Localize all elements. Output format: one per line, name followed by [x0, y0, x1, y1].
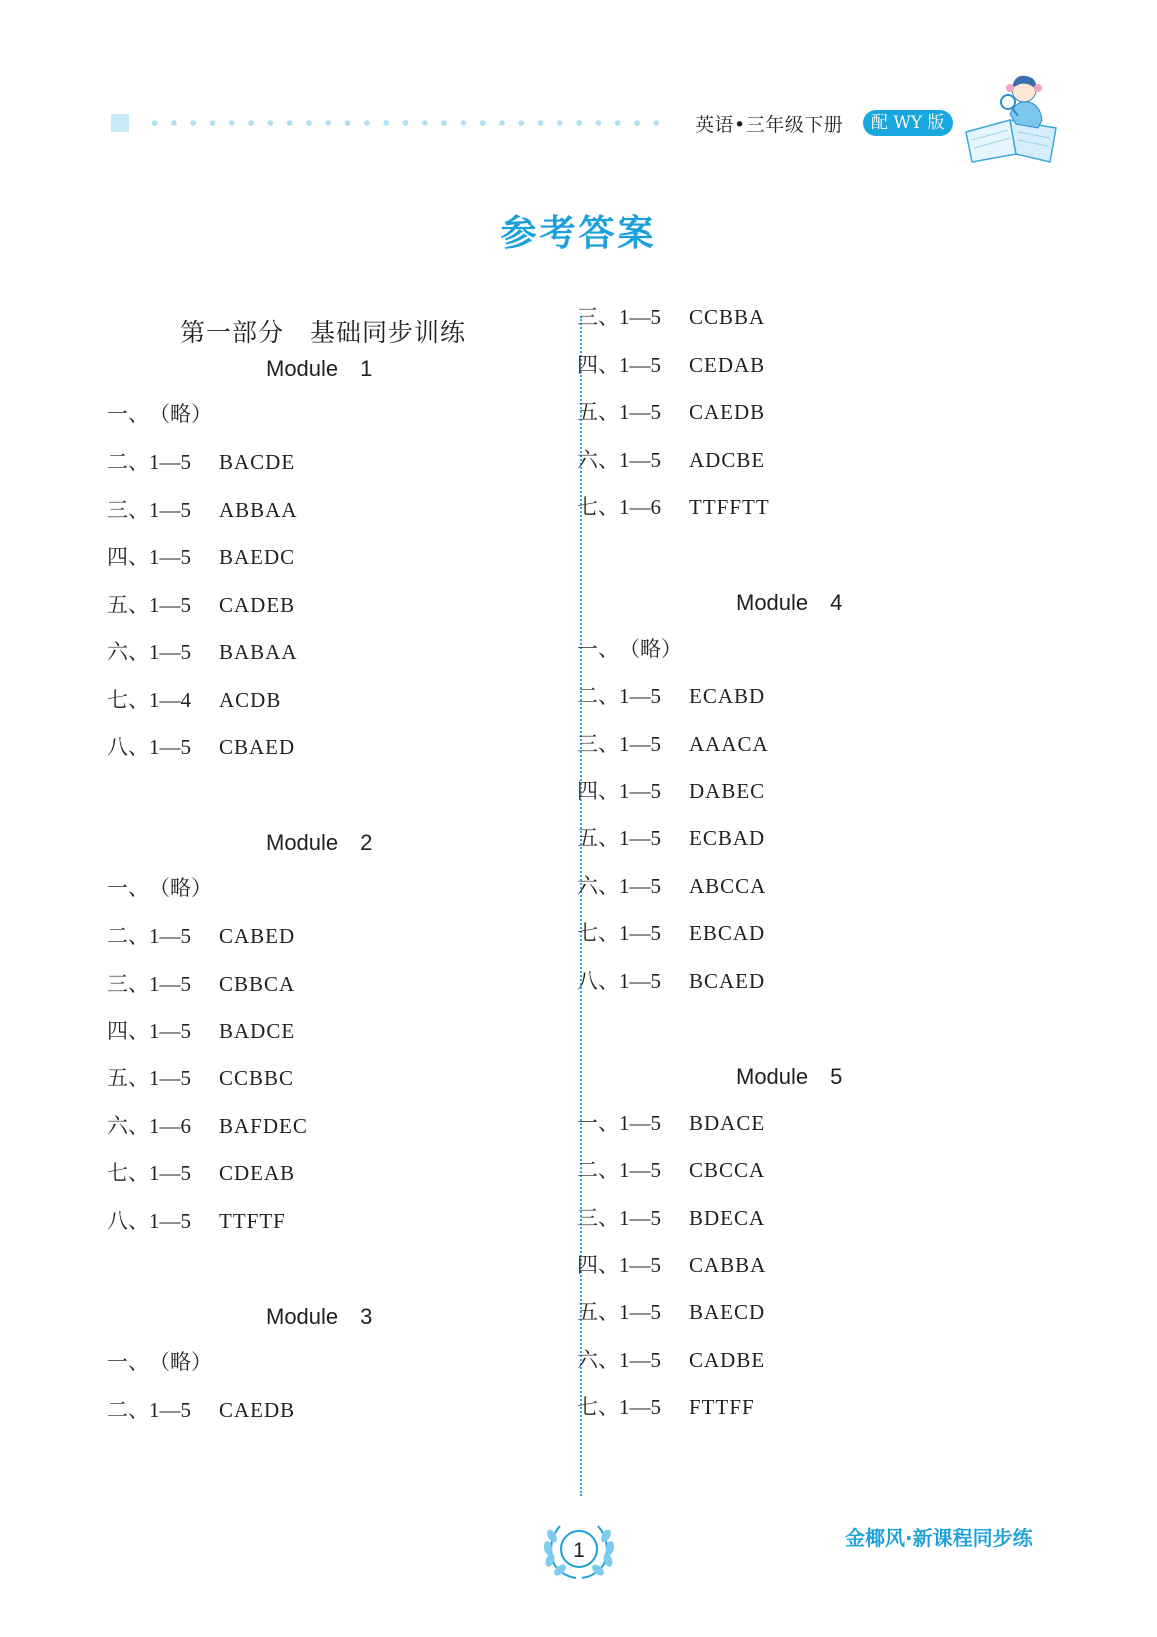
answer-key: TTFTF [219, 1209, 286, 1233]
answer-key: CADEB [219, 593, 296, 617]
question-number: 三、 [577, 305, 619, 329]
answer-key: ABBAA [219, 498, 298, 522]
question-number: 八、 [107, 735, 149, 759]
answer-row [577, 396, 765, 426]
question-number: 五、 [107, 1066, 149, 1090]
question-number: 五、 [577, 1300, 619, 1324]
question-range: 1—5 [619, 826, 661, 850]
question-number: 五、 [577, 826, 619, 850]
question-range: 1—5 [619, 1206, 661, 1230]
answer-row [107, 684, 281, 714]
answer-key: AAACA [689, 732, 769, 756]
module-heading: Module 4 [736, 590, 843, 615]
answer-key: ABCCA [689, 874, 767, 898]
answer-key: CABBA [689, 1253, 767, 1277]
answer-key: CBAED [219, 735, 296, 759]
question-range: 1—5 [149, 1019, 191, 1043]
question-number: 八、 [577, 969, 619, 993]
answer-row [577, 870, 766, 900]
question-number: 四、 [107, 545, 149, 569]
question-number: 七、 [577, 495, 619, 519]
question-number: 七、 [577, 921, 619, 945]
answer-key: ADCBE [689, 448, 766, 472]
answer-row [107, 1110, 308, 1140]
answer-row [107, 968, 295, 998]
answer-row [107, 1394, 295, 1424]
question-range: 1—5 [619, 921, 661, 945]
answer-row [577, 491, 770, 521]
module-heading: Module 1 [266, 356, 373, 381]
question-number: 四、 [577, 779, 619, 803]
question-range: 1—5 [619, 1111, 661, 1135]
question-number: 一、 [577, 637, 619, 661]
answer-key: EBCAD [689, 921, 766, 945]
question-number: 一、 [107, 1350, 149, 1374]
question-number: 五、 [577, 400, 619, 424]
answer-row [577, 822, 765, 852]
question-number: 七、 [107, 1161, 149, 1185]
answer-key: BDACE [689, 1111, 766, 1135]
question-number: 三、 [577, 732, 619, 756]
answer-row [577, 1344, 765, 1374]
question-range: 1—6 [619, 495, 661, 519]
question-range: 1—5 [149, 924, 191, 948]
question-range: （略） [149, 1350, 212, 1374]
question-range: 1—5 [149, 593, 191, 617]
part-title: 第一部分 基础同步训练 [180, 318, 467, 347]
question-range: 1—5 [619, 969, 661, 993]
answer-key: CADBE [689, 1348, 766, 1372]
question-number: 六、 [577, 448, 619, 472]
answer-row [577, 349, 765, 379]
question-number: 三、 [577, 1206, 619, 1230]
question-range: 1—5 [619, 874, 661, 898]
header-subject: 英语•三年级下册 [695, 114, 844, 136]
answer-row [577, 1391, 755, 1421]
answer-key: ECBAD [689, 826, 766, 850]
page-number: 1 [560, 1530, 598, 1568]
question-number: 二、 [107, 1398, 149, 1422]
answer-row [577, 680, 765, 710]
question-range: 1—6 [149, 1114, 191, 1138]
question-range: 1—5 [619, 353, 661, 377]
question-range: 1—5 [619, 779, 661, 803]
module-heading: Module 2 [266, 830, 373, 855]
module-heading: Module 5 [736, 1064, 843, 1089]
answer-row [577, 1296, 765, 1326]
question-range: 1—5 [619, 1158, 661, 1182]
answer-key: BABAA [219, 640, 298, 664]
answer-row [577, 728, 769, 758]
question-number: 八、 [107, 1209, 149, 1233]
answer-key: BAEDC [219, 545, 296, 569]
answer-row [107, 541, 295, 571]
module-heading: Module 3 [266, 1304, 373, 1329]
answer-row [107, 446, 295, 476]
answer-row [577, 1154, 765, 1184]
answer-row [577, 444, 765, 474]
question-range: 1—5 [619, 448, 661, 472]
question-range: 1—4 [149, 688, 191, 712]
answer-row [577, 775, 765, 805]
answer-row [577, 1202, 765, 1232]
answer-key: DABEC [689, 779, 766, 803]
answer-row [577, 301, 765, 331]
header-square [111, 114, 129, 132]
question-number: 四、 [107, 1019, 149, 1043]
question-number: 一、 [577, 1111, 619, 1135]
question-number: 二、 [107, 450, 149, 474]
answer-key: TTFFTT [689, 495, 770, 519]
answer-row [107, 731, 295, 761]
question-range: 1—5 [149, 498, 191, 522]
answer-key: CBBCA [219, 972, 296, 996]
brand-name: 金椰风·新课程同步练 [845, 1526, 1033, 1550]
answer-row [107, 494, 298, 524]
question-number: 七、 [107, 688, 149, 712]
answer-row [107, 1062, 294, 1092]
answer-key: CAEDB [219, 1398, 296, 1422]
question-range: 1—5 [149, 1161, 191, 1185]
answer-key: CCBBA [689, 305, 766, 329]
question-range: （略） [149, 402, 212, 426]
question-number: 三、 [107, 498, 149, 522]
question-number: 一、 [107, 402, 149, 426]
question-range: 1—5 [619, 732, 661, 756]
answer-key: CAEDB [689, 400, 766, 424]
answer-key: ACDB [219, 688, 282, 712]
question-number: 二、 [577, 684, 619, 708]
question-number: 一、 [107, 876, 149, 900]
question-range: 1—5 [619, 1348, 661, 1372]
question-range: 1—5 [149, 1398, 191, 1422]
girl-reading-mascot-icon [958, 70, 1068, 170]
question-range: 1—5 [149, 972, 191, 996]
question-range: （略） [149, 876, 212, 900]
question-range: 1—5 [149, 735, 191, 759]
answer-row [107, 1157, 295, 1187]
header-decoration [111, 112, 671, 132]
question-range: 1—5 [619, 1253, 661, 1277]
question-range: 1—5 [149, 545, 191, 569]
answer-key: CABED [219, 924, 296, 948]
answer-key: ECABD [689, 684, 766, 708]
question-range: （略） [619, 637, 682, 661]
header-edition-badge: 配 WY 版 [863, 110, 953, 136]
answer-row [107, 1205, 286, 1235]
question-number: 四、 [577, 1253, 619, 1277]
question-number: 六、 [107, 640, 149, 664]
question-number: 二、 [577, 1158, 619, 1182]
question-number: 三、 [107, 972, 149, 996]
answer-key: CBCCA [689, 1158, 766, 1182]
answer-row [107, 920, 295, 950]
answer-row [107, 636, 298, 666]
answer-key: CDEAB [219, 1161, 296, 1185]
question-range: 1—5 [149, 450, 191, 474]
answer-row [577, 1107, 765, 1137]
question-number: 二、 [107, 924, 149, 948]
answer-row [577, 965, 765, 995]
question-range: 1—5 [149, 640, 191, 664]
question-range: 1—5 [149, 1066, 191, 1090]
answer-row [107, 398, 219, 428]
answer-key: BCAED [689, 969, 766, 993]
answer-key: CCBBC [219, 1066, 295, 1090]
page-title: 参考答案 [500, 212, 657, 254]
answer-row [577, 1249, 766, 1279]
question-number: 七、 [577, 1395, 619, 1419]
answer-row [107, 589, 295, 619]
question-range: 1—5 [619, 400, 661, 424]
question-number: 六、 [107, 1114, 149, 1138]
answer-row [107, 872, 219, 902]
answer-key: BAFDEC [219, 1114, 308, 1138]
question-range: 1—5 [619, 1395, 661, 1419]
answer-row [107, 1015, 295, 1045]
question-number: 四、 [577, 353, 619, 377]
question-range: 1—5 [619, 684, 661, 708]
answer-row [577, 917, 765, 947]
answer-key: BAECD [689, 1300, 766, 1324]
question-range: 1—5 [149, 1209, 191, 1233]
answer-key: CEDAB [689, 353, 766, 377]
question-number: 六、 [577, 874, 619, 898]
answer-key: BADCE [219, 1019, 296, 1043]
answer-key: BDECA [689, 1206, 766, 1230]
answer-row [107, 1346, 219, 1376]
answer-key: FTTFF [689, 1395, 755, 1419]
answer-key: BACDE [219, 450, 296, 474]
question-number: 五、 [107, 593, 149, 617]
question-range: 1—5 [619, 1300, 661, 1324]
question-range: 1—5 [619, 305, 661, 329]
answer-row [577, 633, 689, 663]
header-dotted-line [145, 120, 670, 126]
question-number: 六、 [577, 1348, 619, 1372]
